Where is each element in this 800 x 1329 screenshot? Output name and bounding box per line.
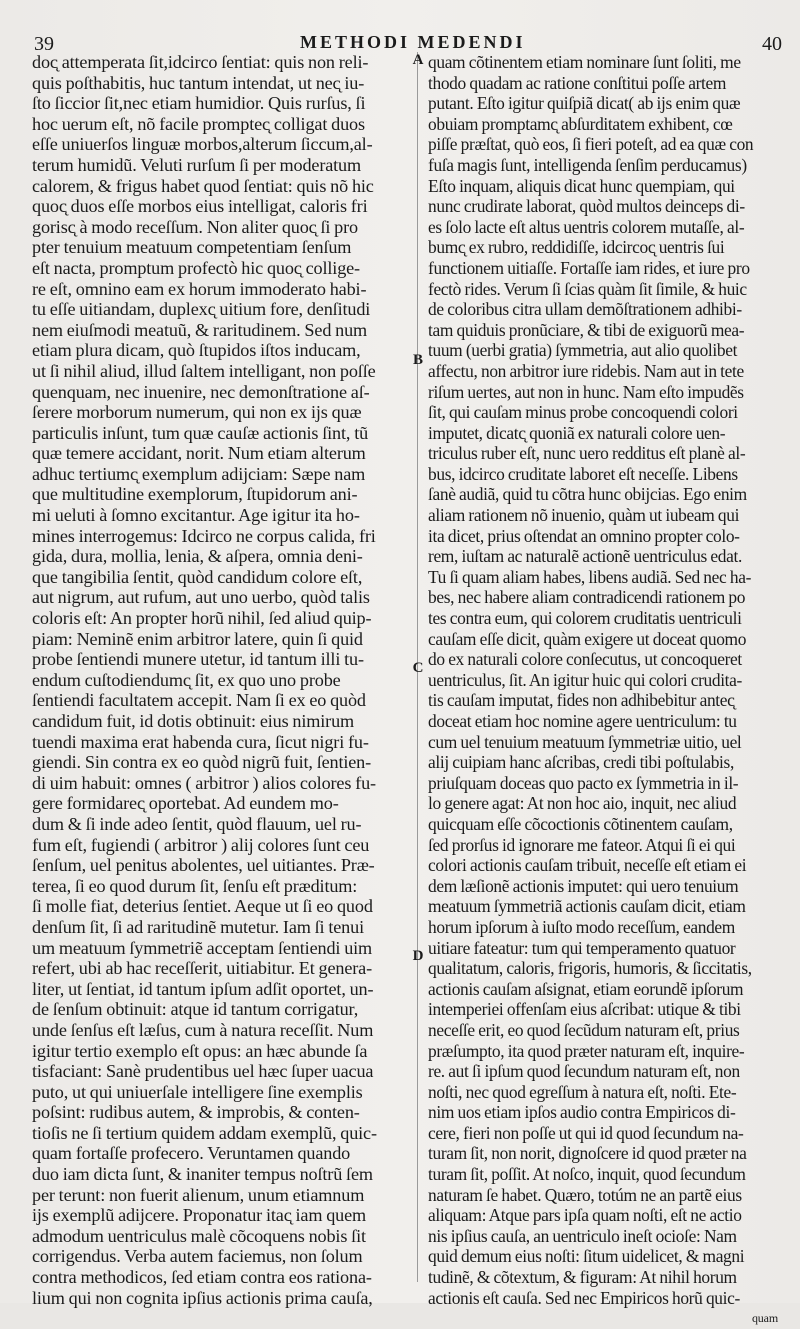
right-column-line: cum uel tenuium meatuum ſymmetriæ uitio, uel [428, 731, 742, 752]
left-column-line: quenquam, nec inuenire, nec demonſtratione aſ- [32, 381, 370, 402]
left-column-line: terea, ſi eo quod durum ſit, ſenſu eſt præditum: [32, 875, 358, 896]
left-column-line: ſenſum, uel penitus abolentes, uel uitiantes. Præ- [32, 855, 375, 876]
left-column-line: que multitudine exemplorum, ſtupidorum ani- [32, 484, 358, 505]
left-column-line: eſt nacta, promptum profectò hic quoc̨ collige- [32, 257, 360, 278]
left-column-line: quis poſthabitis, huc tantum intendat, ut nec̨ iu- [32, 72, 365, 93]
left-column-line: dum & ſi inde adeo ſentit, quòd flauum, uel ru- [32, 813, 362, 834]
right-column-line: tudinẽ, & cõtextum, & figuram: At nihil horum [428, 1267, 737, 1288]
left-column-line: corrigendus. Verba autem faciemus, non ſolum [32, 1246, 363, 1267]
left-column-line: di uim habuit: omnes ( arbitror ) alios colores fu- [32, 772, 376, 793]
left-column-line: quam fortaſſe profecero. Veruntamen quando [32, 1143, 351, 1164]
right-column-line: functionem uitiaſſe. Fortaſſe iam rides, et iure pro [428, 257, 750, 278]
left-column-line: coloris eſt: An propter horũ nihil, ſed aliud quip- [32, 608, 372, 629]
left-column-line: fum eſt, fugiendi ( arbitror ) alij colores ſunt ceu [32, 834, 370, 855]
left-column-line: endum cuſtodiendumc̨ ſit, ex quo uno probe [32, 669, 341, 690]
right-column-line: turam ſit, poſſit. At noſco, inquit, quod ſecundum [428, 1164, 746, 1185]
right-column-line: dem læſionẽ actionis imputet: qui uero tenuium [428, 875, 739, 896]
right-column-line: actionis eſt cauſa. Sed nec Empiricos horũ quic- [428, 1287, 740, 1308]
left-column-line: denſum ſit, ſi ad raritudinẽ mutetur. Iam ſi tenui [32, 916, 364, 937]
right-column-line: riſum uertes, aut non in hunc. Nam eſto impudẽs [428, 381, 744, 402]
right-column-line: ſanè audiã, quid tu cõtra hunc obijcias. Ego enim [428, 484, 747, 505]
right-column-line: cauſam eſſe dicit, quàm exigere ut doceat quomo [428, 628, 747, 649]
right-column-line: uitiare fateatur: tum qui temperamento quatuor [428, 937, 736, 958]
left-column-line: poſsint: rudibus autem, & improbis, & conten- [32, 1102, 360, 1123]
right-column-line: do ex naturali colore conſecutus, ut concoqueret [428, 649, 742, 670]
right-column-line: actionis cauſam aſsignat, etiam eorundẽ ipſorum [428, 978, 744, 999]
left-column-line: lium qui non cognita ipſius actionis prima cauſa, [32, 1287, 373, 1308]
right-text-column [428, 52, 784, 1326]
left-column-line: etiam plura dicam, quò ſtupidos iſtos inducam, [32, 340, 361, 361]
right-column-line: nis ipſius cauſa, an uentriculo ineſt ocioſe: Nam [428, 1225, 737, 1246]
running-title: METHODI MEDENDI [300, 32, 526, 52]
right-column-line: piſſe præſtat, quò eos, ſi fieri poteſt, ad ea quæ con [428, 134, 754, 155]
page-number-left: 39 [34, 33, 54, 55]
left-column-line: gida, dura, mollia, lenia, & aſpera, omnia deni- [32, 546, 363, 567]
right-column-line: tam quiduis pronũciare, & tibi de exiguorũ mea- [428, 319, 745, 340]
right-column-line: quicquam eſſe cõcoctionis cõtinentem cauſam, [428, 813, 733, 834]
margin-letter-c: C [412, 660, 424, 676]
left-column-line: ſto ſiccior ſit,nec etiam humidior. Quis rurſus, ſi [32, 93, 366, 114]
right-column-line: meatuum ſymmetriã actionis cauſam dicit, etiam [428, 896, 746, 917]
right-column-line: bumc̨ ex rubro, reddidiſſe, idcircoc̨ uentris ſui [428, 237, 725, 258]
right-column-line: præſumpto, ita quod præter naturam eſt, inquire- [428, 1040, 745, 1061]
right-column-line: quid demum eius noſti: ſitum uidelicet, & magni [428, 1246, 745, 1267]
right-column-line: es ſolo lacte eſt altus uentris colorem mutaſſe, al- [428, 216, 745, 237]
left-column-line: calorem, & frigus habet quod ſentiat: quis nõ hic [32, 175, 374, 196]
right-column-line: re. aut ſi ipſum quod ſecundum naturam eſt, non [428, 1061, 740, 1082]
left-column-line: probe ſentiendi munere utetur, id tantum illi tu- [32, 649, 364, 670]
right-column-line: lo genere agat: At non hoc aio, inquit, nec aliud [428, 793, 737, 814]
left-column-line: puto, ut qui uniuerſale intelligere ſine exemplis [32, 1081, 363, 1102]
right-column-line: naturam ſe habet. Quæro, totúm ne an partẽ eius [428, 1184, 742, 1205]
right-column-line: bes, nec habere aliam contradicendi rationem po [428, 587, 746, 608]
right-column-line: alij cuipiam hanc aſcribas, credi tibi poſtulabis, [428, 752, 734, 773]
right-column-line: colori actionis cauſam tribuit, neceſſe eſt etiam ei [428, 855, 747, 876]
right-column-line: rem, iuſtam ac naturalẽ actionẽ uentriculus edat. [428, 546, 742, 567]
right-column-line: neceſſe erit, eo quod ſecũdum naturam eſt, prius [428, 1019, 740, 1040]
left-column-line: re eſt, omnino eam ex horum immoderato habi- [32, 278, 367, 299]
left-column-line: tioſis ne ſi tertium quidem addam exemplũ, quic- [32, 1122, 377, 1143]
right-column-line: tes contra eum, qui colorem cruditatis uentriculi [428, 608, 742, 629]
right-column-line: fuſa magis ſunt, intelligenda ſenſim perducamus) [428, 154, 747, 175]
right-column-line: ſit, qui cauſam minus probe concoquendi colori [428, 402, 738, 423]
right-column-line: aliquam: Atque pars ipſa quam noſti, eſt ne actio [428, 1205, 742, 1226]
left-column-line: adhuc tertiumc̨ exemplum adijciam: Sæpe nam [32, 463, 366, 484]
right-column-line: cere, fieri non poſſe ut qui id quod ſecundum na- [428, 1122, 744, 1143]
left-column-line: doc̨ attemperata ſit,idcirco ſentiat: quis non reli- [32, 52, 369, 72]
left-text-column [32, 52, 407, 1308]
left-column-line: admodum uentriculus malè cõcoquens nobis ſit [32, 1225, 366, 1246]
margin-letter-d: D [412, 948, 424, 964]
right-column-line: Eſto inquam, aliquis dicat hunc quempiam, qui [428, 175, 735, 196]
left-column-line: eſſe uniuerſos linguæ morbos,alterum ſiccum,al- [32, 134, 373, 155]
margin-letter-a: A [412, 52, 424, 68]
right-column-line: turam ſit, non norit, dignoſcere id quod præter na [428, 1143, 747, 1164]
right-column-line: intemperiei offenſam eius aſcribat: utique & tibi [428, 999, 741, 1020]
right-column-line: affectu, non arbitror iure ridebis. Nam aut in tete [428, 360, 744, 381]
left-column-line: quæ temere accidant, norit. Num etiam alterum [32, 443, 366, 464]
left-column-line: um meatuum ſymmetriẽ acceptam ſentiendi uim [32, 937, 373, 958]
right-column-line: Tu ſi quam aliam habes, libens audiã. Sed nec ha- [428, 566, 752, 587]
right-column-line: ita dicet, prius oſtendat an omnino propter colo- [428, 525, 740, 546]
left-column-line: hoc uerum eſt, nõ facile promptec̨ colligat duos [32, 113, 365, 134]
right-column-line: ſed prorſus id ignorare me fateor. Atqui ſi ei qui [428, 834, 736, 855]
left-column-line: refert, ubi ab hac receſſerit, uitiabitur. Et genera- [32, 958, 372, 979]
left-column-line: tu eſſe uitiandam, duplexc̨ uitium fore, denſitudi [32, 299, 371, 320]
right-column-line: qualitatum, caloris, frigoris, humoris, & ſiccitatis, [428, 958, 752, 979]
right-column-line: uentriculus, ſit. An igitur huic qui colori crudita- [428, 669, 742, 690]
left-column-line: particulis inſunt, tum quæ cauſæ actionis ſint, tũ [32, 422, 369, 443]
margin-letter-b: B [412, 352, 423, 368]
left-column-line: ſerere morborum numerum, qui non ex ijs quæ [32, 402, 362, 423]
right-column-line: bus, idcirco cruditate laboret eſt neceſſe. Libens [428, 463, 738, 484]
right-column-line: de coloribus citra ullam demõſtrationem adhibi- [428, 299, 742, 320]
left-column-line: liter, ut ſentiat, id tantum ipſum adſit oportet, un- [32, 978, 374, 999]
left-column-line: aut nigrum, aut rufum, aut uno uerbo, quòd talis [32, 587, 370, 608]
page-header [0, 30, 800, 54]
left-column-line: tuendi maxima erat habenda cura, ſicut nigri fu- [32, 731, 369, 752]
right-column-line: noſti, nec quod egreſſum à natura eſt, noſti. Ete- [428, 1081, 737, 1102]
left-column-line: mines interrogemus: Idcirco ne corpus calida, fri [32, 525, 376, 546]
right-column-line: thodo quadam ac ratione conſtitui poſſe artem [428, 72, 727, 93]
left-column-line: terum humidũ. Veluti rurſum ſi per moderatum [32, 154, 361, 175]
left-column-line: de ſenſum obtinuit: atque id tantum corrigatur, [32, 999, 359, 1020]
left-column-line: igitur tertio exemplo eſt opus: an hæc abunde ſa [32, 1040, 368, 1061]
left-column-line: ut ſi nihil aliud, illud ſaltem intelligant, non poſſe [32, 360, 376, 381]
right-column-line: quam cõtinentem etiam nominare ſunt ſoliti, me [428, 52, 741, 72]
left-column-line: que tangibilia ſentit, quòd candidum colore eſt, [32, 566, 363, 587]
left-column-line: ſentiendi facultatem accepit. Nam ſi ex eo quòd [32, 690, 366, 711]
left-column-line: giendi. Sin contra ex eo quòd nigrũ fuit, ſentien- [32, 752, 372, 773]
right-column-line: putant. Eſto igitur quiſpiã dicat( ab ijs enim quæ [428, 93, 741, 114]
right-column-line: imputet, dicatc̨ quoniã ex naturali colore uen- [428, 422, 726, 443]
left-column-line: unde ſenſus eſt læſus, cum à natura receſſit. Num [32, 1019, 374, 1040]
right-column-line: tuum (uerbi gratia) ſymmetria, aut alio quolibet [428, 340, 738, 361]
left-column-line: mi ueluti à ſomno excitantur. Age igitur ita ho- [32, 505, 360, 526]
left-column-line: pter tenuium meatuum competentiam ſenſum [32, 237, 352, 258]
right-column-line: fectò rides. Verum ſi ſcias quàm ſit ſimile, & huic [428, 278, 747, 299]
right-column-line: nim uos etiam ipſos audio contra Empiricos di- [428, 1102, 736, 1123]
left-column-line: nem eiuſmodi meatuũ, & raritudinem. Sed num [32, 319, 368, 340]
catchword: quam [751, 1311, 778, 1326]
left-column-line: piam: Neminẽ enim arbitror latere, quin ſi quid [32, 628, 363, 649]
right-column-line: doceat etiam hoc nomine agere uentriculum: tu [428, 711, 737, 731]
left-column-line: per terunt: non fuerit alienum, unum etiamnum [32, 1184, 365, 1205]
left-column-line: duo iam dicta ſunt, & inaniter tempus noſtrũ ſem [32, 1164, 373, 1185]
page-number-right: 40 [762, 33, 782, 55]
left-column-line: candidum fuit, id dotis obtinuit: eius nimirum [32, 711, 355, 731]
right-column-line: triculus ruber eſt, nunc uero redditus eſt planè al- [428, 443, 746, 464]
left-column-line: gere formidarec̨ oportebat. Ad eundem mo- [32, 793, 339, 814]
left-column-line: ſi molle fiat, deterius ſentiet. Aeque ut ſi eo quod [32, 896, 373, 917]
right-column-line: aliam rationem nõ inuenio, quàm ut iubeam qui [428, 505, 740, 526]
left-column-line: quoc̨ duos eſſe morbos eius intelligat, caloris fri [32, 196, 368, 217]
right-column-line: horum ipſorum à iuſto modo receſſum, eandem [428, 916, 735, 937]
left-column-line: tisfaciant: Sanè prudentibus uel hæc ſuper uacua [32, 1061, 374, 1082]
left-column-line: gorisc̨ à modo receſſum. Non aliter quoc̨ ſi pro [32, 216, 358, 237]
right-column-line: obuiam promptamc̨ abſurditatem exhibent, cœ [428, 113, 733, 134]
right-column-line: tis cauſam imputat, fides non adhibebitur antec̨ [428, 690, 735, 711]
right-column-line: priuſquam doceas quo pacto ex ſymmetria in il- [428, 772, 739, 793]
left-column-line: ijs exemplũ adijcere. Proponatur itac̨ iam quem [32, 1205, 367, 1226]
right-column-line: nunc crudirate laborat, quòd multos deinceps di- [428, 196, 745, 217]
left-column-line: contra methodicos, ſed etiam contra eos rationa- [32, 1267, 372, 1288]
column-gutter [407, 52, 428, 1282]
